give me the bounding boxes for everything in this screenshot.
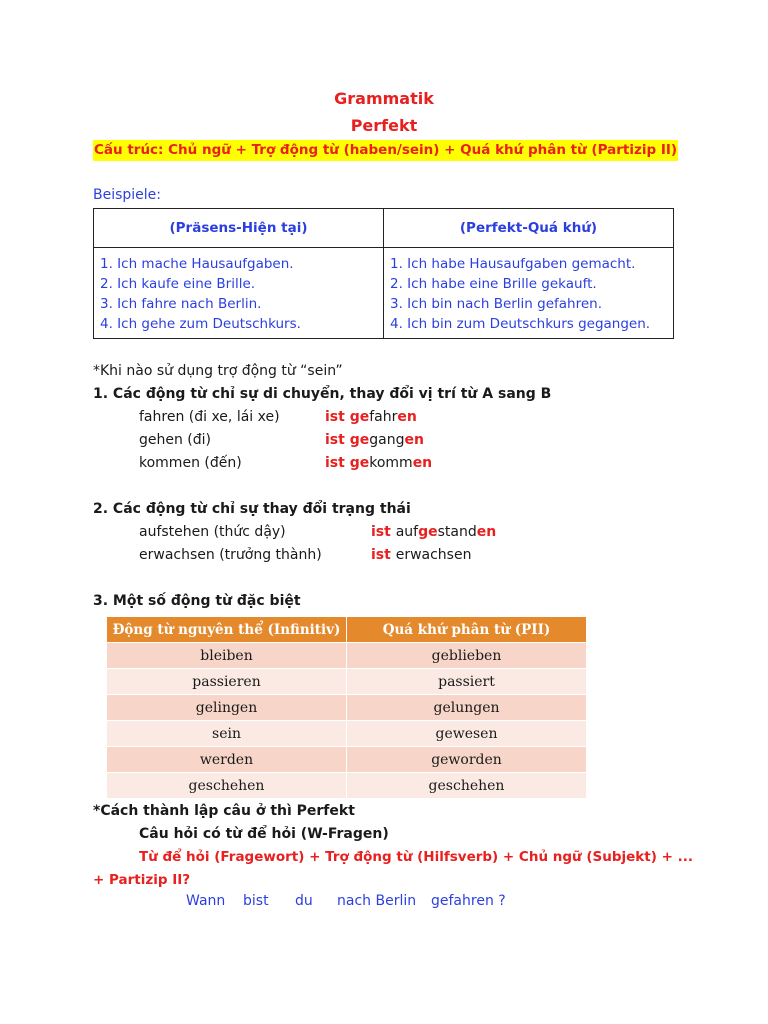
sein-heading: *Khi nào sử dụng trợ động từ “sein” xyxy=(93,363,343,379)
participle: ist aufgestanden xyxy=(371,524,497,540)
participle: ist gekommen xyxy=(325,455,433,471)
examples-table xyxy=(93,208,674,339)
verb-gloss: fahren (đi xe, lái xe) xyxy=(139,409,280,425)
table-row xyxy=(107,669,586,695)
participle: ist gefahren xyxy=(325,409,417,425)
participle: ist erwachsen xyxy=(371,547,472,563)
perfect-header: (Perfekt-Quá khứ) xyxy=(384,209,674,248)
infinitiv-cell: bleiben xyxy=(107,643,347,669)
present-example: 2. Ich kaufe eine Brille. xyxy=(100,276,256,292)
table-row xyxy=(107,695,586,721)
examples-label: Beispiele: xyxy=(93,187,162,203)
partizip-cell: gewesen xyxy=(347,721,587,747)
page-subtitle: Perfekt xyxy=(350,116,418,135)
example-word: nach Berlin xyxy=(337,893,417,909)
infinitiv-cell: geschehen xyxy=(107,773,347,799)
perfect-example: 4. Ich bin zum Deutschkurs gegangen. xyxy=(390,316,651,332)
infinitiv-cell: gelingen xyxy=(107,695,347,721)
example-word: bist xyxy=(243,893,269,909)
formation-heading: *Cách thành lập câu ở thì Perfekt xyxy=(93,803,355,819)
perfect-example: 3. Ich bin nach Berlin gefahren. xyxy=(390,296,603,312)
present-example: 4. Ich gehe zum Deutschkurs. xyxy=(100,316,301,332)
partizip-cell: gelungen xyxy=(347,695,587,721)
section1-heading: 1. Các động từ chỉ sự di chuyển, thay đổi vị trí từ A sang B xyxy=(93,386,552,402)
structure-formula: Cấu trúc: Chủ ngữ + Trợ động từ (haben/sein) + Quá khứ phân từ (Partizip II) xyxy=(93,140,678,161)
verb-gloss: kommen (đến) xyxy=(139,455,242,471)
section3-heading: 3. Một số động từ đặc biệt xyxy=(93,593,301,609)
verb-gloss: aufstehen (thức dậy) xyxy=(139,524,286,540)
present-example: 3. Ich fahre nach Berlin. xyxy=(100,296,262,312)
present-header: (Präsens-Hiện tại) xyxy=(94,209,384,248)
table-row xyxy=(107,721,586,747)
partizip-cell: geblieben xyxy=(347,643,587,669)
partizip-cell: geworden xyxy=(347,747,587,773)
example-word: Wann xyxy=(186,893,226,909)
partizip-cell: geschehen xyxy=(347,773,587,799)
perfect-example: 1. Ich habe Hausaufgaben gemacht. xyxy=(390,256,636,272)
example-word: du xyxy=(295,893,313,909)
infinitiv-header: Động từ nguyên thể (Infinitiv) xyxy=(107,617,347,643)
formula-line-2: + Partizip II? xyxy=(93,872,191,888)
table-row xyxy=(107,643,586,669)
section2-heading: 2. Các động từ chỉ sự thay đổi trạng thái xyxy=(93,501,411,517)
partizip-header: Quá khứ phân từ (PII) xyxy=(347,617,587,643)
present-cell xyxy=(94,248,384,339)
perfect-example: 2. Ich habe eine Brille gekauft. xyxy=(390,276,597,292)
present-example: 1. Ich mache Hausaufgaben. xyxy=(100,256,294,272)
formation-subheading: Câu hỏi có từ để hỏi (W-Fragen) xyxy=(139,826,389,842)
verb-gloss: erwachsen (trưởng thành) xyxy=(139,547,322,563)
verb-gloss: gehen (đi) xyxy=(139,432,212,448)
perfect-cell xyxy=(384,248,674,339)
participle: ist gegangen xyxy=(325,432,424,448)
infinitiv-cell: sein xyxy=(107,721,347,747)
table-row xyxy=(107,747,586,773)
partizip-cell: passiert xyxy=(347,669,587,695)
example-word: gefahren ? xyxy=(431,893,506,909)
formula-line-1: Từ để hỏi (Fragewort) + Trợ động từ (Hilfsverb) + Chủ ngữ (Subjekt) + ... xyxy=(139,849,693,865)
special-verbs-table xyxy=(107,617,586,798)
page-title: Grammatik xyxy=(334,89,434,108)
infinitiv-cell: werden xyxy=(107,747,347,773)
table-row xyxy=(107,773,586,799)
infinitiv-cell: passieren xyxy=(107,669,347,695)
